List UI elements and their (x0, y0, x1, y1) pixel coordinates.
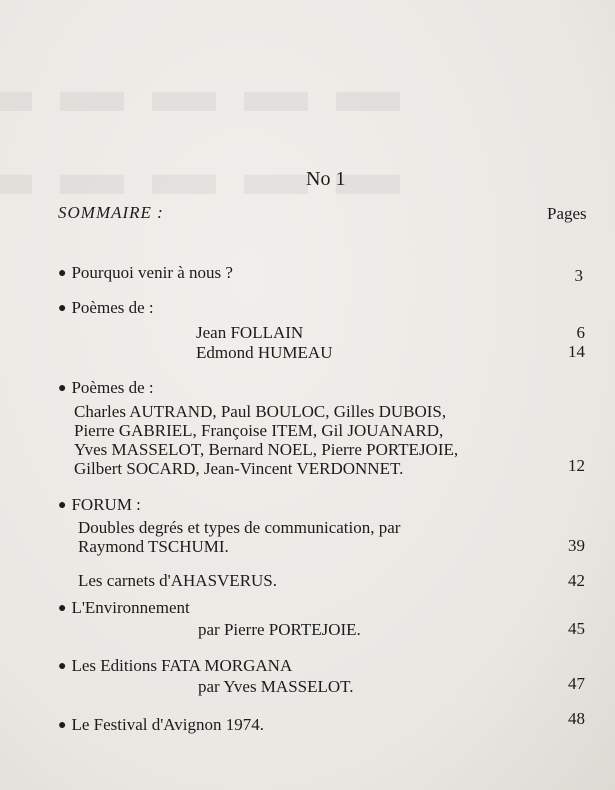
bullet-icon: ● (58, 381, 67, 396)
page-number: 42 (568, 571, 585, 590)
page-number: 12 (568, 456, 585, 475)
page-number: 48 (568, 709, 585, 728)
forum-line: Doubles degrés et types de communication, par (78, 518, 401, 537)
entry-title: L'Environnement (71, 598, 190, 617)
issue-number: No 1 (306, 168, 346, 190)
entry-title: Pourquoi venir à nous ? (71, 263, 233, 282)
sommaire-heading: SOMMAIRE : (58, 203, 164, 222)
author-name: Jean FOLLAIN (196, 323, 304, 342)
page-number: 14 (568, 342, 585, 361)
entry-title: Poèmes de : (71, 298, 154, 317)
authors-line: Yves MASSELOT, Bernard NOEL, Pierre PORTEJOIE, (74, 440, 459, 459)
page-number: 3 (574, 266, 583, 285)
toc-entry-7 (58, 715, 264, 736)
entry-byline: par Pierre PORTEJOIE. (198, 620, 361, 639)
toc-entry-3 (58, 378, 154, 399)
toc-entry-2 (58, 298, 154, 319)
page-number: 6 (576, 323, 585, 342)
page-number: 47 (568, 674, 585, 693)
entry-title: Poèmes de : (71, 378, 154, 397)
authors-line: Pierre GABRIEL, Françoise ITEM, Gil JOUANARD, (74, 421, 444, 440)
page-number: 39 (568, 536, 585, 555)
bullet-icon: ● (58, 498, 67, 513)
toc-entry-1 (58, 263, 233, 284)
entry-title: Les Editions FATA MORGANA (71, 656, 293, 675)
toc-entry-6 (58, 656, 292, 677)
entry-title: FORUM : (71, 495, 141, 514)
bullet-icon: ● (58, 718, 67, 733)
entry-byline: par Yves MASSELOT. (198, 677, 354, 696)
bullet-icon: ● (58, 301, 67, 316)
pages-column-heading: Pages (547, 204, 587, 223)
author-name: Edmond HUMEAU (196, 343, 333, 362)
bullet-icon: ● (58, 659, 67, 674)
toc-entry-5 (58, 598, 190, 619)
forum-sub-entry: Les carnets d'AHASVERUS. (78, 571, 278, 590)
authors-line: Gilbert SOCARD, Jean-Vincent VERDONNET. (74, 459, 404, 478)
forum-line: Raymond TSCHUMI. (78, 537, 229, 556)
toc-entry-4 (58, 495, 141, 516)
page-number: 45 (568, 619, 585, 638)
bullet-icon: ● (58, 266, 67, 281)
entry-title: Le Festival d'Avignon 1974. (71, 715, 265, 734)
bullet-icon: ● (58, 601, 67, 616)
authors-line: Charles AUTRAND, Paul BOULOC, Gilles DUBOIS, (74, 402, 447, 421)
